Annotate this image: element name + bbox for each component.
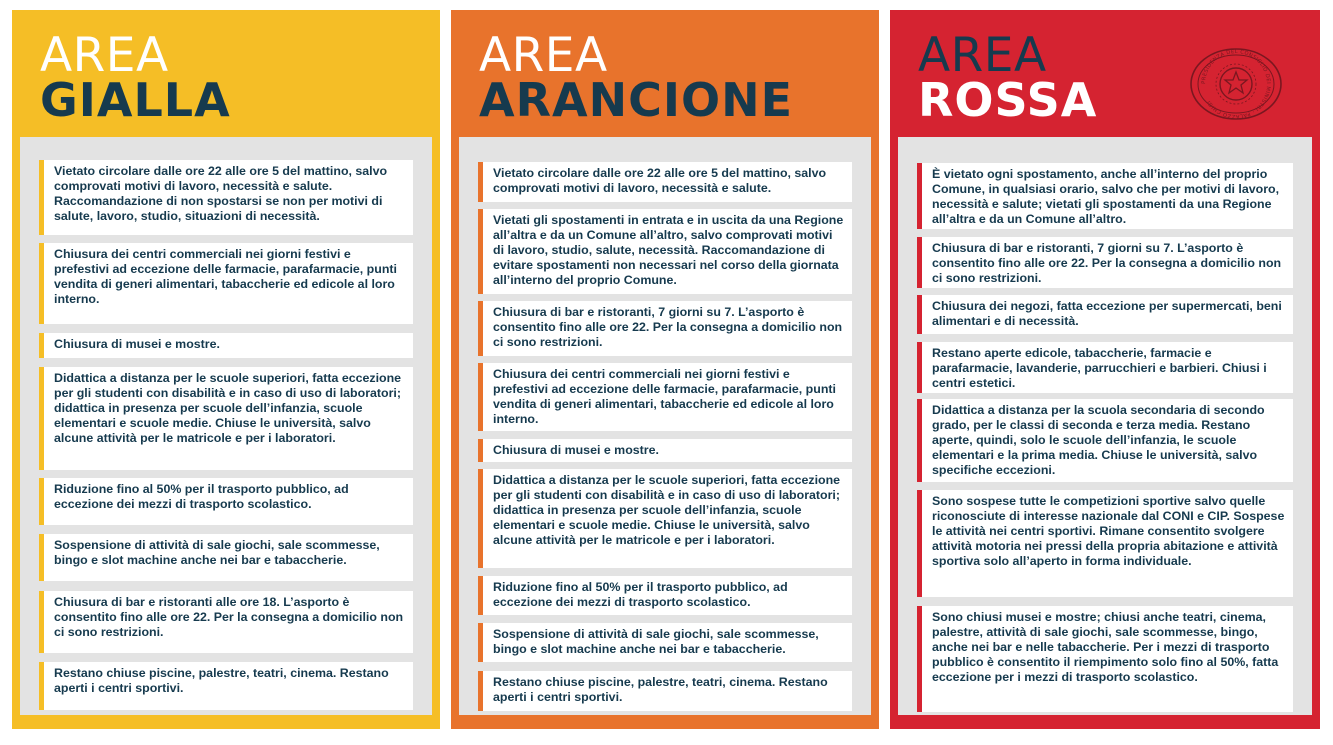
heading-word: AREA (40, 28, 169, 83)
rule-item: Chiusura dei centri commerciali nei giorni festivi e prefestivi ad eccezione delle farmacie, parafarmacie, punti vendita di generi alimentari, tabaccherie ed edicole al loro interno. (478, 363, 852, 431)
heading-word: AREA (918, 28, 1047, 83)
rule-item: Riduzione fino al 50% per il trasporto pubblico, ad eccezione dei mezzi di trasporto scolastico. (39, 478, 413, 525)
rule-item: Vietato circolare dalle ore 22 alle ore 5 del mattino, salvo comprovati motivi di lavoro, necessità e salute. (478, 162, 852, 202)
area-arancione-column (451, 10, 879, 729)
rules-panel (898, 137, 1312, 715)
area-gialla-heading (40, 28, 231, 127)
rule-item: Sospensione di attività di sale giochi, sale scommesse, bingo e slot machine anche nei bar e tabaccherie. (39, 534, 413, 581)
area-arancione-heading (479, 28, 794, 127)
rule-item: È vietato ogni spostamento, anche all’interno del proprio Comune, in qualsiasi orario, salvo che per motivi di lavoro, necessità e salute; vietati gli spostamenti da una Regione all’altra e da un Comune all’altro. (917, 163, 1293, 229)
rule-item: Restano chiuse piscine, palestre, teatri, cinema. Restano aperti i centri sportivi. (39, 662, 413, 710)
area-gialla-column (12, 10, 440, 729)
rule-item: Chiusura dei centri commerciali nei giorni festivi e prefestivi ad eccezione delle farmacie, parafarmacie, punti vendita di generi alimentari, tabaccherie ed edicole al loro interno. (39, 243, 413, 324)
rule-item: Sono sospese tutte le competizioni sportive salvo quelle riconosciute di interesse nazionale dal CONI e CIP. Sospese le attività nei centri sportivi. Rimane consentito svolgere attività motoria nei pressi della propria abitazione e attività sportiva solo all’aperto in forma individuale. (917, 490, 1293, 597)
heading-area-name: ARANCIONE (479, 73, 794, 127)
heading-area-name: ROSSA (918, 73, 1098, 127)
heading-word: AREA (479, 28, 608, 83)
rule-item: Didattica a distanza per le scuole superiori, fatta eccezione per gli studenti con disabilità e in caso di uso di laboratori; didattica in presenza per scuole dell’infanzia, scuole elementari e scuole medie. Chiuse le università, salvo alcune attività per le matricole e per i laboratori. (478, 469, 852, 568)
rule-item: Sospensione di attività di sale giochi, sale scommesse, bingo e slot machine anche nei bar e tabaccherie. (478, 623, 852, 662)
rule-item: Chiusura di bar e ristoranti, 7 giorni su 7. L’asporto è consentito fino alle ore 22. Per la consegna a domicilio non ci sono restrizioni. (917, 237, 1293, 288)
area-rossa-column (890, 10, 1320, 729)
rule-item: Riduzione fino al 50% per il trasporto pubblico, ad eccezione dei mezzi di trasporto scolastico. (478, 576, 852, 615)
rule-item: Didattica a distanza per la scuola secondaria di secondo grado, per le classi di seconda e terza media. Restano aperte, quindi, solo le scuole dell’infanzia, le scuole elementari e la prima media. Chiuse le università, salvo specifiche eccezioni. (917, 399, 1293, 482)
rule-item: Chiusura di bar e ristoranti alle ore 18. L’asporto è consentito fino alle ore 22. Per la consegna a domicilio non ci sono restrizioni. (39, 591, 413, 653)
rule-item: Chiusura di musei e mostre. (478, 439, 852, 462)
rule-item: Vietati gli spostamenti in entrata e in uscita da una Regione all’altra e da un Comune all’altro, salvo comprovati motivi di lavoro, studio, salute, necessità. Raccomandazione di evitare spostamenti non necessari nel corso della giornata all’interno del proprio Comune. (478, 209, 852, 294)
heading-area-name: GIALLA (40, 73, 231, 127)
rule-item: Sono chiusi musei e mostre; chiusi anche teatri, cinema, palestre, attività di sale giochi, sale scommesse, bingo, anche nei bar e nelle tabaccherie. Per i mezzi di trasporto pubblico è consentito il riempimento solo fino al 50%, fatta eccezione per i mezzi di trasporto scolastico. (917, 606, 1293, 712)
rule-item: Restano aperte edicole, tabaccherie, farmacie e parafarmacie, lavanderie, parrucchieri e barbieri. Chiusi i centri estetici. (917, 342, 1293, 393)
svg-text:PRESIDENZA DEL CONSIGLIO DEI M: PRESIDENZA DEL CONSIGLIO DEI MINISTRI · PALAZZO CHIGI (1200, 48, 1272, 120)
rule-item: Chiusura di bar e ristoranti, 7 giorni su 7. L’asporto è consentito fino alle ore 22. Per la consegna a domicilio non ci sono restrizioni. (478, 301, 852, 356)
rule-item: Didattica a distanza per le scuole superiori, fatta eccezione per gli studenti con disabilità e in caso di uso di laboratori; didattica in presenza per scuole dell’infanzia, scuole elementari e scuole medie. Chiuse le università, salvo alcune attività per le matricole e per i laboratori. (39, 367, 413, 470)
emblem-of-italy-icon (1188, 47, 1284, 121)
rules-panel (20, 137, 432, 715)
rule-item: Vietato circolare dalle ore 22 alle ore 5 del mattino, salvo comprovati motivi di lavoro, necessità e salute. Raccomandazione di non spostarsi se non per motivi di salute, lavoro, studio, situazioni di necessità. (39, 160, 413, 235)
rules-panel (459, 137, 871, 715)
rule-item: Chiusura di musei e mostre. (39, 333, 413, 358)
area-rossa-heading (918, 28, 1098, 127)
rule-item: Restano chiuse piscine, palestre, teatri, cinema. Restano aperti i centri sportivi. (478, 671, 852, 711)
rule-item: Chiusura dei negozi, fatta eccezione per supermercati, beni alimentari e di necessità. (917, 295, 1293, 334)
